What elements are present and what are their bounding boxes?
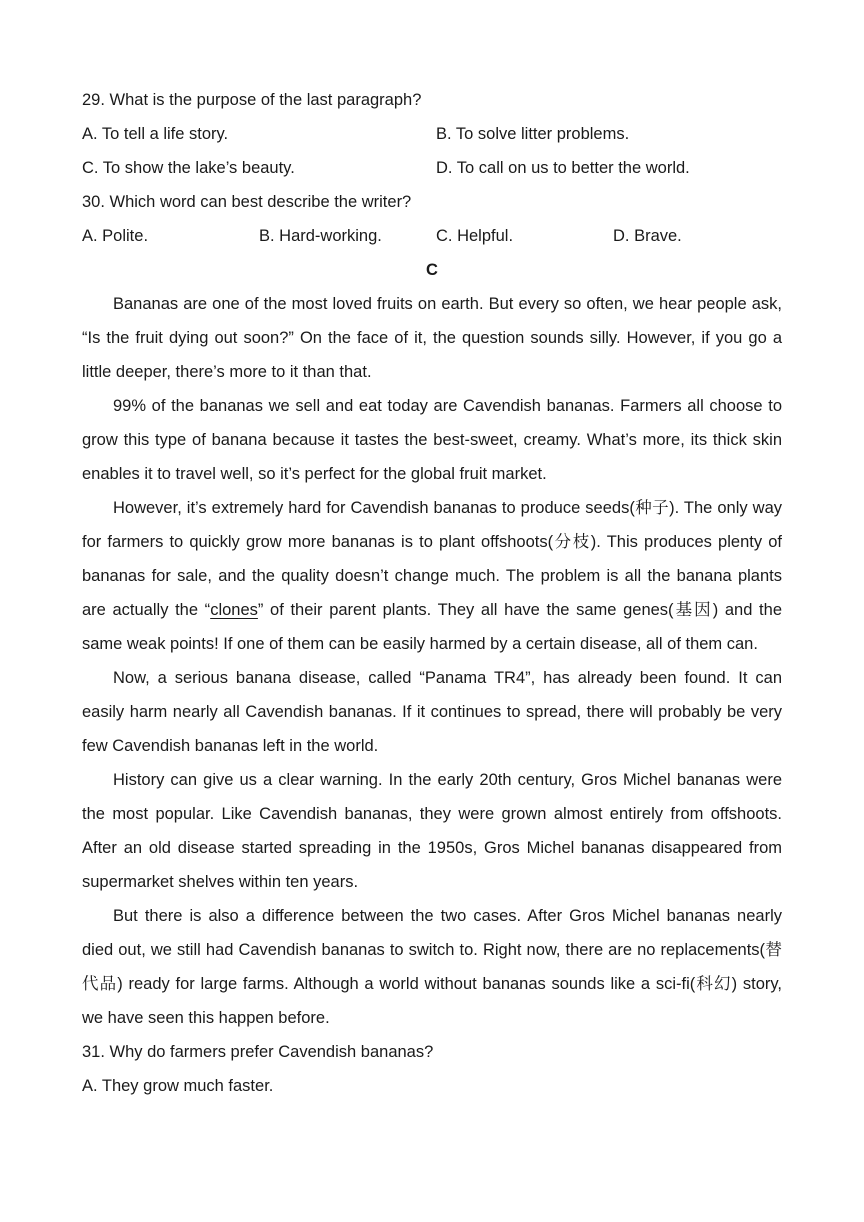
option-30-b: B. Hard-working. <box>259 227 382 245</box>
paragraph-1: Bananas are one of the most loved fruits on earth. But every so often, we hear people ask, “Is the fruit dying out soon?” On the face of it, the question sounds silly. However, if you go a little deeper, there’s more to it than that. <box>82 295 782 381</box>
option-30-d: D. Brave. <box>613 227 682 245</box>
paragraph-3-text-before: However, it’s extremely hard for Cavendish bananas to produce seeds(种子). The only way for farmers to quickly grow more bananas is to plant offshoots(分枝). This produces plenty of bananas for sale, and the quality doesn’t change much. The problem is all the banana plants are actually the “ <box>82 499 782 619</box>
option-31-a: A. They grow much faster. <box>82 1077 274 1095</box>
question-29: 29. What is the purpose of the last paragraph? <box>82 91 422 109</box>
option-29-b: B. To solve litter problems. <box>436 125 630 143</box>
question-29-options-row-2 <box>82 151 782 185</box>
option-29-d: D. To call on us to better the world. <box>436 159 690 177</box>
question-31: 31. Why do farmers prefer Cavendish bananas? <box>82 1043 434 1061</box>
paragraph-3-text-after: ” of their parent plants. They all have the same genes(基因) and the same weak points! If one of them can be easily harmed by a certain disease, all of them can. <box>82 601 782 653</box>
paragraph-6: But there is also a difference between the two cases. After Gros Michel bananas nearly died out, we still had Cavendish bananas to switch to. Right now, there are no replacements(替代品) ready for large farms. Although a world without bananas sounds like a sci-fi(科幻) story, we have seen this happen before. <box>82 907 782 1027</box>
option-30-c: C. Helpful. <box>436 227 514 245</box>
option-29-a: A. To tell a life story. <box>82 125 229 143</box>
question-29-options-row-1 <box>82 117 782 151</box>
paragraph-2: 99% of the bananas we sell and eat today are Cavendish bananas. Farmers all choose to grow this type of banana because it tastes the best-sweet, creamy. What’s more, its thick skin enables it to travel well, so it’s perfect for the global fruit market. <box>82 397 782 483</box>
section-title: C <box>426 261 438 279</box>
underlined-word-clones: clones <box>210 601 258 619</box>
question-30-options <box>82 219 782 253</box>
option-30-a: A. Polite. <box>82 227 149 245</box>
paragraph-3 <box>82 491 782 661</box>
question-30: 30. Which word can best describe the writer? <box>82 193 412 211</box>
worksheet-page <box>82 83 782 1103</box>
paragraph-5: History can give us a clear warning. In the early 20th century, Gros Michel bananas were the most popular. Like Cavendish bananas, they were grown almost entirely from offshoots. After an old disease started spreading in the 1950s, Gros Michel bananas disappeared from supermarket shelves within ten years. <box>82 771 782 891</box>
paragraph-4: Now, a serious banana disease, called “Panama TR4”, has already been found. It can easily harm nearly all Cavendish bananas. If it continues to spread, there will probably be very few Cavendish bananas left in the world. <box>82 669 782 755</box>
option-29-c: C. To show the lake’s beauty. <box>82 159 295 177</box>
